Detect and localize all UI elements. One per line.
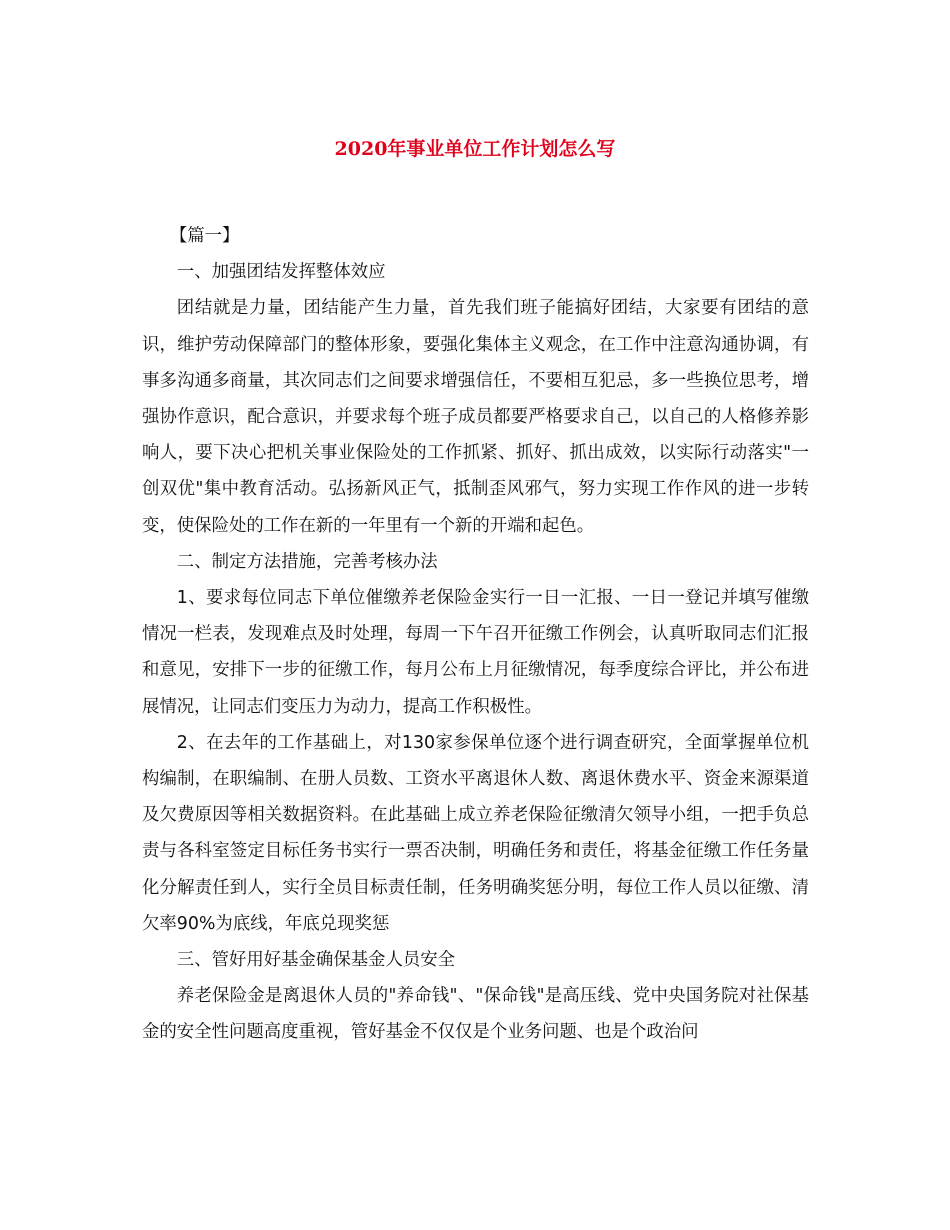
- document-body: [142, 218, 809, 1051]
- heading-2: 二、制定方法措施，完善考核办法: [176, 551, 438, 572]
- paragraph-3: 养老保险金是离退休人员的"养命钱"、"保命钱"是高压线、党中央国务院对社保基金的安全性问题高度重视，管好基金不仅仅是个业务问题、也是个政治问: [142, 986, 809, 1043]
- heading-3: 三、管好用好基金确保基金人员安全: [176, 950, 456, 971]
- paragraph-2-1: 1、要求每位同志下单位催缴养老保险金实行一日一汇报、一日一登记并填写催缴情况一栏表，发现难点及时处理，每周一下午召开征缴工作例会，认真听取同志们汇报和意见，安排下一步的征缴工作，每月公布上月征缴情况，每季度综合评比，并公布进展情况，让同志们变压力为动力，提高工作积极性。: [142, 588, 809, 717]
- paragraph-1: 团结就是力量，团结能产生力量，首先我们班子能搞好团结，大家要有团结的意识，维护劳动保障部门的整体形象，要强化集体主义观念，在工作中注意沟通协调，有事多沟通多商量，其次同志们之间要求增强信任，不要相互犯忌，多一些换位思考，增强协作意识，配合意识，并要求每个班子成员都要严格要求自己，以自己的人格修养影响人，要下决心把机关事业保险处的工作抓紧、抓好、抓出成效，以实际行动落实"一创双优"集中教育活动。弘扬新风正气，抵制歪风邪气，努力实现工作作风的进一步转变，使保险处的工作在新的一年里有一个新的开端和起色。: [142, 298, 809, 536]
- paragraph-2-2: 2、在去年的工作基础上，对130家参保单位逐个进行调查研究，全面掌握单位机构编制，在职编制、在册人员数、工资水平离退休人数、离退休费水平、资金来源渠道及欠费原因等相关数据资料。在此基础上成立养老保险征缴清欠领导小组，一把手负总责与各科室签定目标任务书实行一票否决制，明确任务和责任，将基金征缴工作任务量化分解责任到人，实行全员目标责任制，任务明确奖惩分明，每位工作人员以征缴、清欠率90%为底线，年底兑现奖惩: [142, 732, 809, 934]
- section-label: 【篇一】: [169, 226, 240, 246]
- heading-1: 一、加强团结发挥整体效应: [176, 262, 386, 283]
- document-title: 2020年事业单位工作计划怎么写: [334, 138, 616, 160]
